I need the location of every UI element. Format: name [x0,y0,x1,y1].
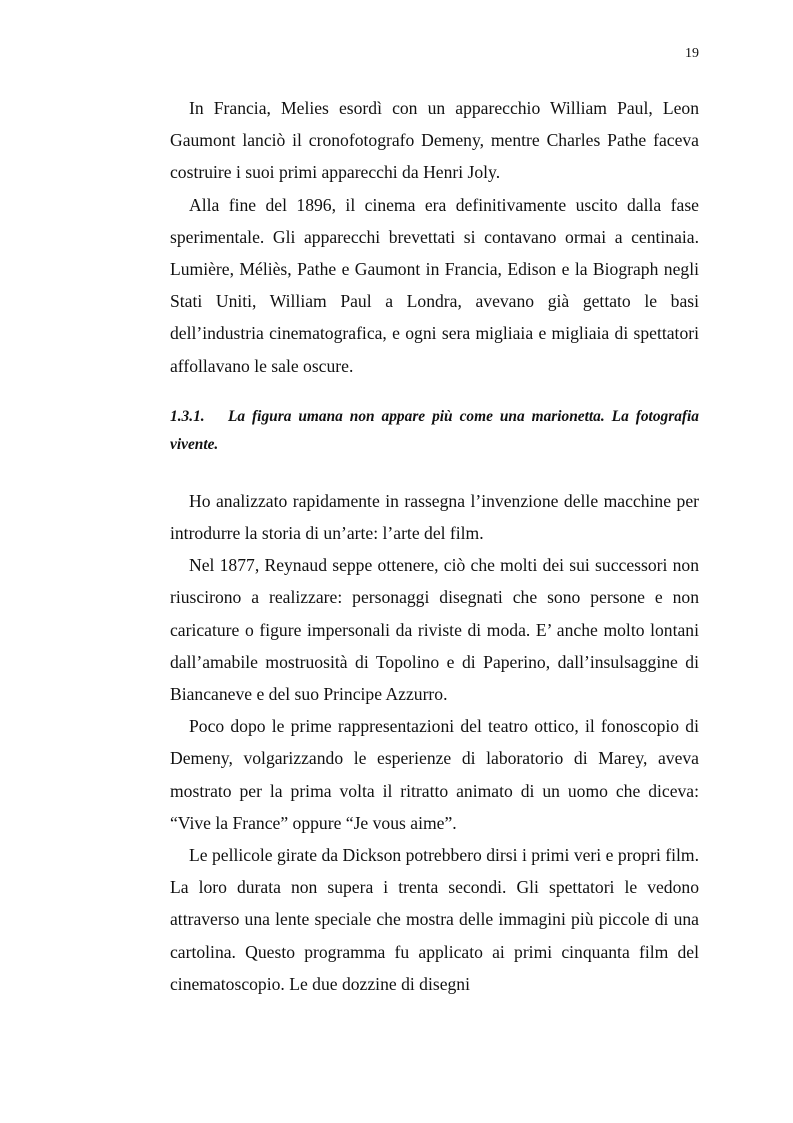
paragraph-dickson: Le pellicole girate da Dickson potrebbero dirsi i primi veri e propri film. La loro durata non supera i trenta secondi. Gli spettatori le vedono attraverso una lente speciale che mostra delle immagini più piccole di una cartolina. Questo programma fu applicato ai primi cinquanta film del cinematoscopio. Le due dozzine di disegni [170,845,699,994]
page-body [170,92,699,1000]
section-heading [170,403,699,459]
section-number: 1.3.1. [170,407,205,425]
section-title: La figura umana non appare più come una marionetta. La fotografia vivente. [170,407,699,453]
paragraph-1896: Alla fine del 1896, il cinema era definitivamente uscito dalla fase sperimentale. Gli apparecchi brevettati si contavano ormai a centinaia. Lumière, Méliès, Pathe e Gaumont in Francia, Edison e la Biograph negli Stati Uniti, William Paul a Londra, avevano già gettato le basi dell’industria cinematografica, e ogni sera migliaia e migliaia di spettatori affollavano le sale oscure. [170,194,699,376]
paragraph-melies: In Francia, Melies esordì con un apparecchio William Paul, Leon Gaumont lanciò il cronofotografo Demeny, mentre Charles Pathe faceva costruire i suoi primi apparecchi da Henri Joly. [170,98,699,183]
paragraph-invenzione: Ho analizzato rapidamente in rassegna l’invenzione delle macchine per introdurre la storia di un’arte: l’arte del film. [170,490,699,544]
paragraph-reynaud: Nel 1877, Reynaud seppe ottenere, ciò che molti dei sui successori non riuscirono a realizzare: personaggi disegnati che sono persone e non caricature o figure impersonali da riviste di moda. E’ anche molto lontani dall’amabile mostruosità di Topolino e di Paperino, dall’insulsaggine di Biancaneve e del suo Principe Azzurro. [170,555,699,705]
paragraph-demeny: Poco dopo le prime rappresentazioni del teatro ottico, il fonoscopio di Demeny, volgarizzando le esperienze di laboratorio di Marey, aveva mostrato per la prima volta il ritratto animato di un uomo che diceva: “Vive la France” oppure “Je vous aime”. [170,716,699,833]
page-number: 19 [685,46,699,61]
